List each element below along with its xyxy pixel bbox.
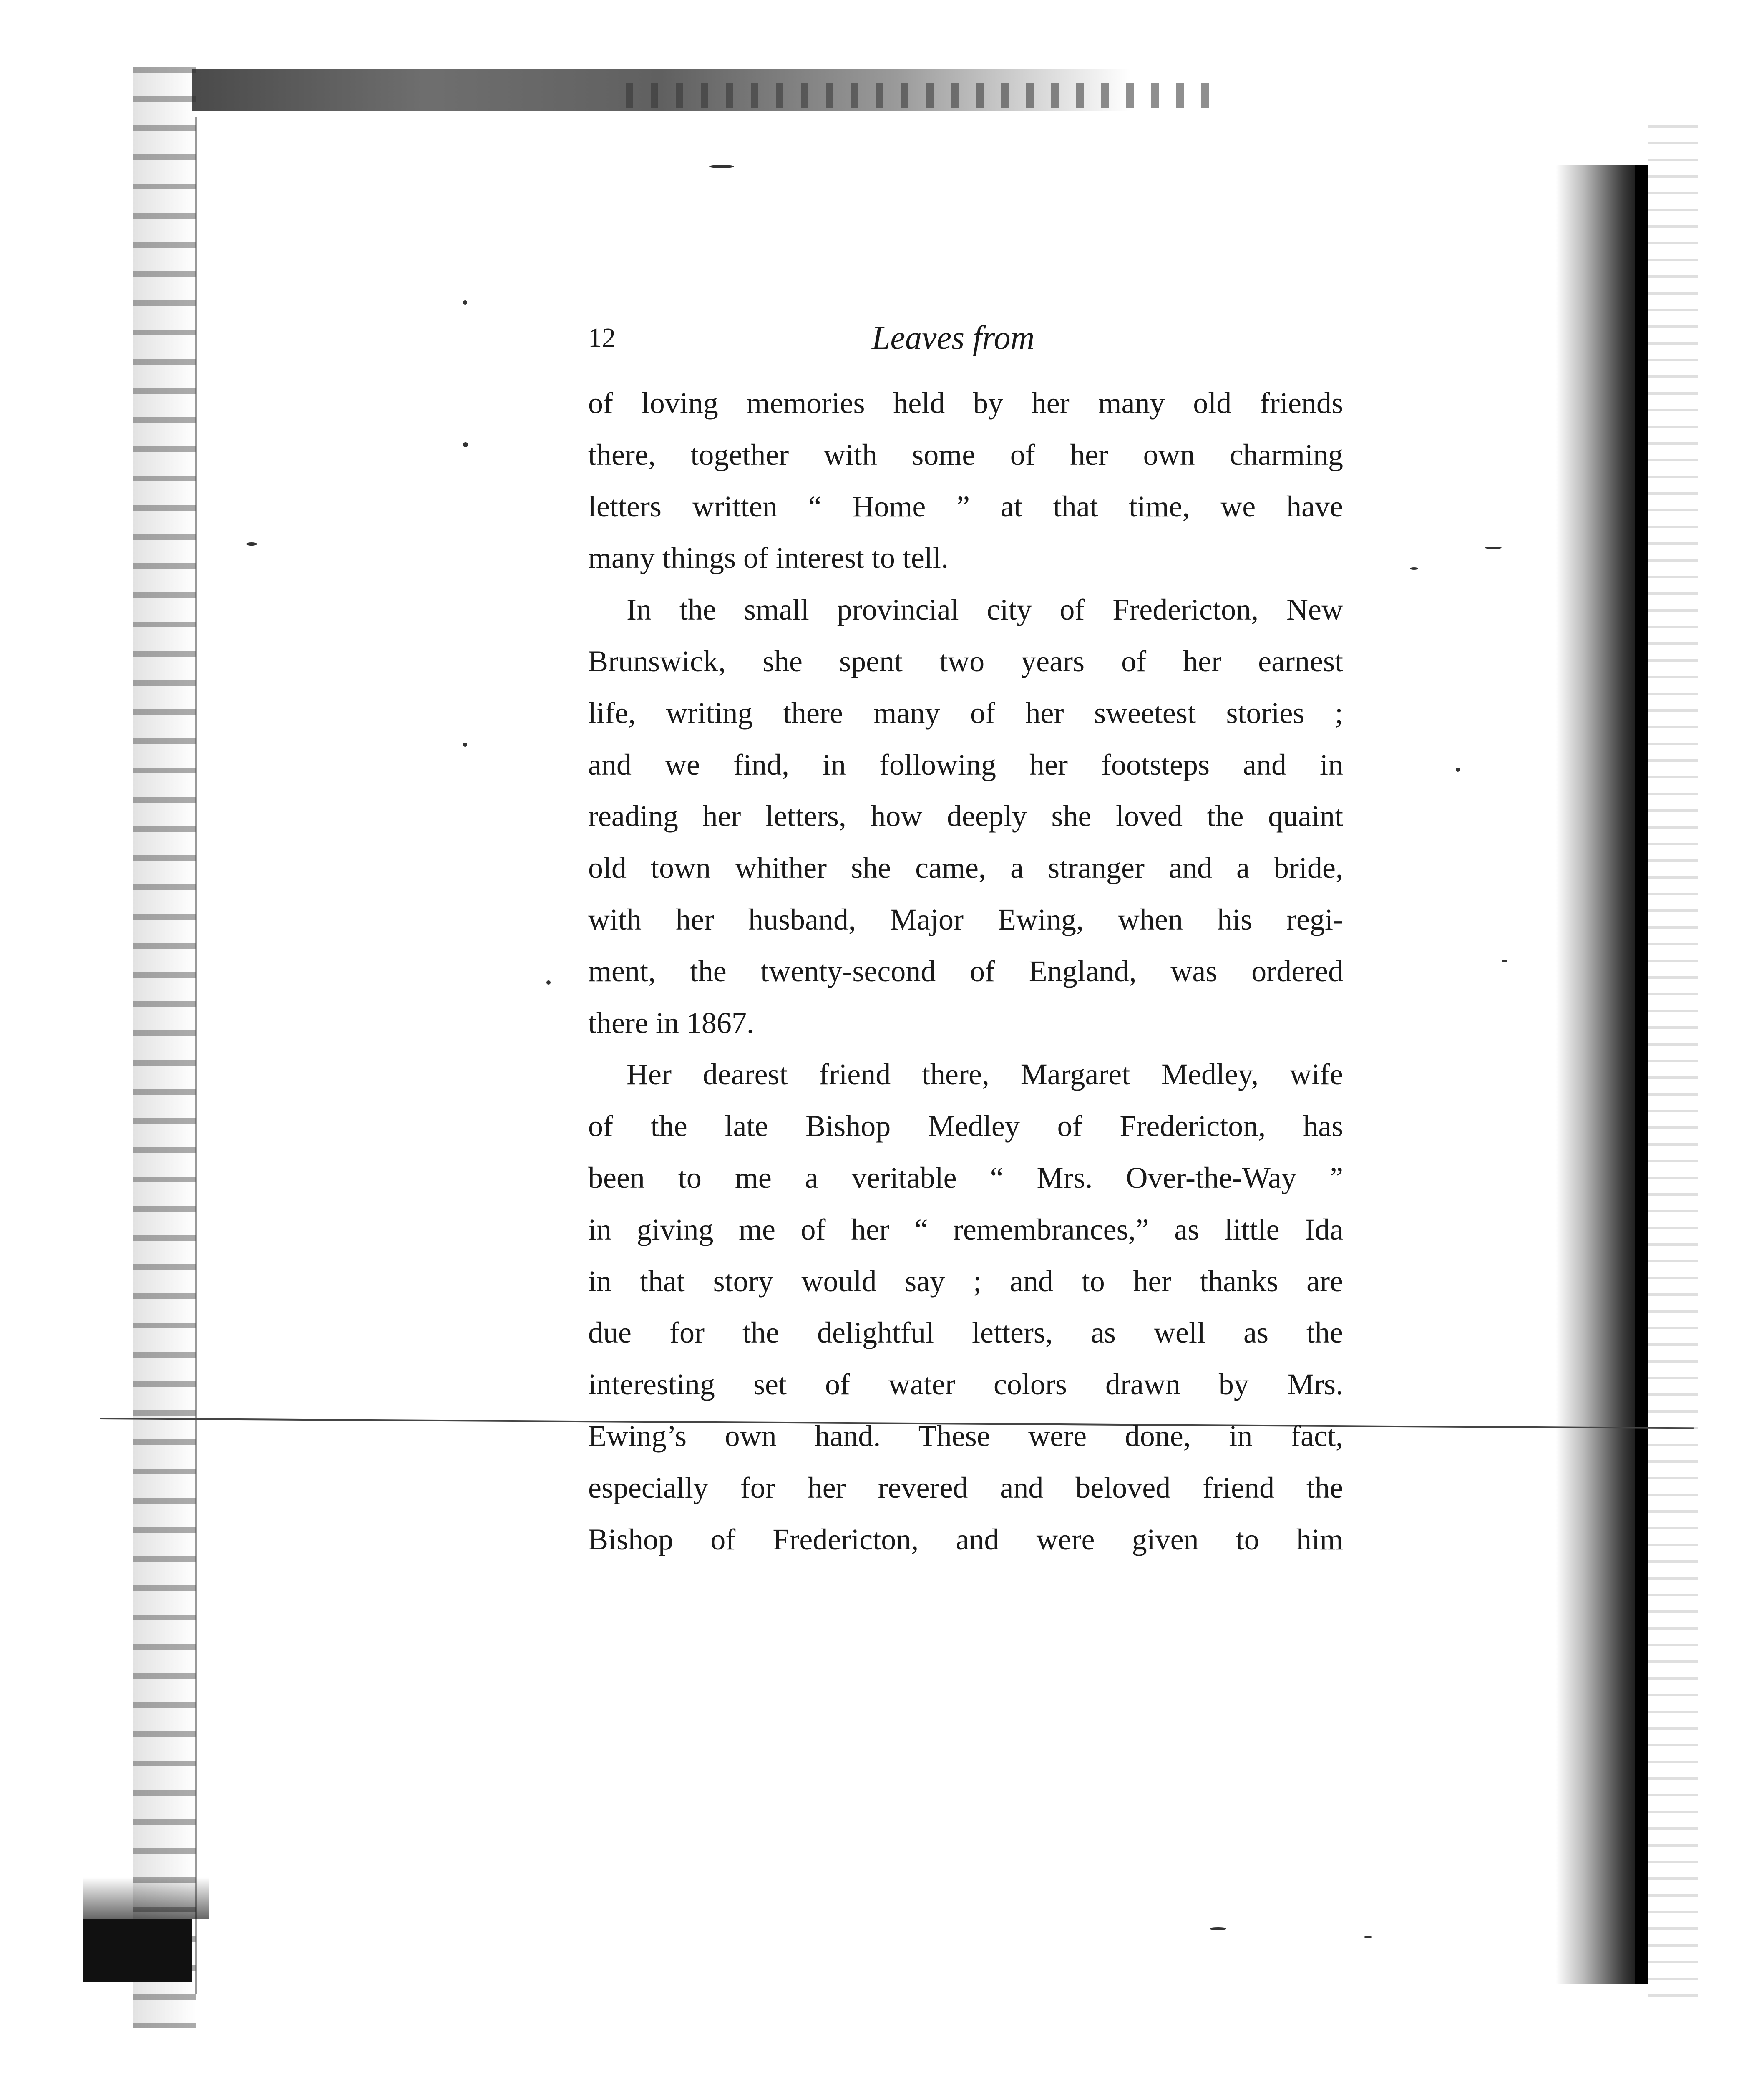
text-line: old town whither she came, a stranger and a bride, [588,851,1343,885]
text-line: many things of interest to tell. [588,541,949,575]
running-title: Leaves from [872,320,1035,356]
scan-bottom-block [83,1919,192,1982]
text-line: in that story would say ; and to her thanks are [588,1264,1343,1298]
speck [463,442,468,447]
speck [709,165,734,168]
text-line: interesting set of water colors drawn by Mrs. [588,1368,1343,1401]
binding-shadow [133,67,196,2028]
speck [1485,547,1502,549]
text-line: of the late Bishop Medley of Fredericton, has [588,1109,1343,1143]
text-line: Ewing’s own hand. These were done, in fact, [588,1419,1343,1453]
speck [1456,768,1460,772]
paragraph-start: In the small provincial city of Fredericton, New [627,593,1343,627]
text-line: especially for her revered and beloved friend the [588,1471,1343,1504]
text-line: with her husband, Major Ewing, when his regi- [588,902,1343,936]
text-line: there in 1867. [588,1006,754,1040]
text-line: life, writing there many of her sweetest stories ; [588,696,1343,730]
gutter-edge [1635,165,1648,1984]
speck [246,542,257,546]
body-text [588,378,1343,1565]
speck [546,980,551,985]
text-line: Bishop of Fredericton, and were given to him [588,1522,1343,1556]
text-line: Brunswick, she spent two years of her earnest [588,644,1343,678]
text-line: in giving me of her “ remembrances,” as little Ida [588,1212,1343,1246]
speck [1410,567,1418,570]
speck [463,743,467,747]
speck [1210,1927,1226,1930]
page-edge-left [195,117,197,1994]
text-line: reading her letters, how deeply she loved the quaint [588,799,1343,833]
text-line: ment, the twenty-second of England, was ordered [588,954,1343,988]
text-line: due for the delightful letters, as well as the [588,1316,1343,1350]
scan-top-specks [626,83,1210,108]
speck [1364,1936,1372,1938]
scan-right-noise [1648,125,1698,2003]
page-number: 12 [588,322,616,353]
text-line: of loving memories held by her many old friends [588,386,1343,420]
speck [1502,960,1507,962]
gutter-shadow [1556,165,1648,1984]
text-line: letters written “ Home ” at that time, we have [588,489,1343,523]
text-line: been to me a veritable “ Mrs. Over-the-Way ” [588,1161,1343,1194]
scan-bottom-smudge [83,1877,209,1919]
paragraph-start: Her dearest friend there, Margaret Medley, wife [627,1058,1343,1091]
running-head [588,317,1343,359]
speck [463,300,467,305]
text-line: and we find, in following her footsteps and in [588,748,1343,781]
text-line: there, together with some of her own charming [588,438,1343,471]
